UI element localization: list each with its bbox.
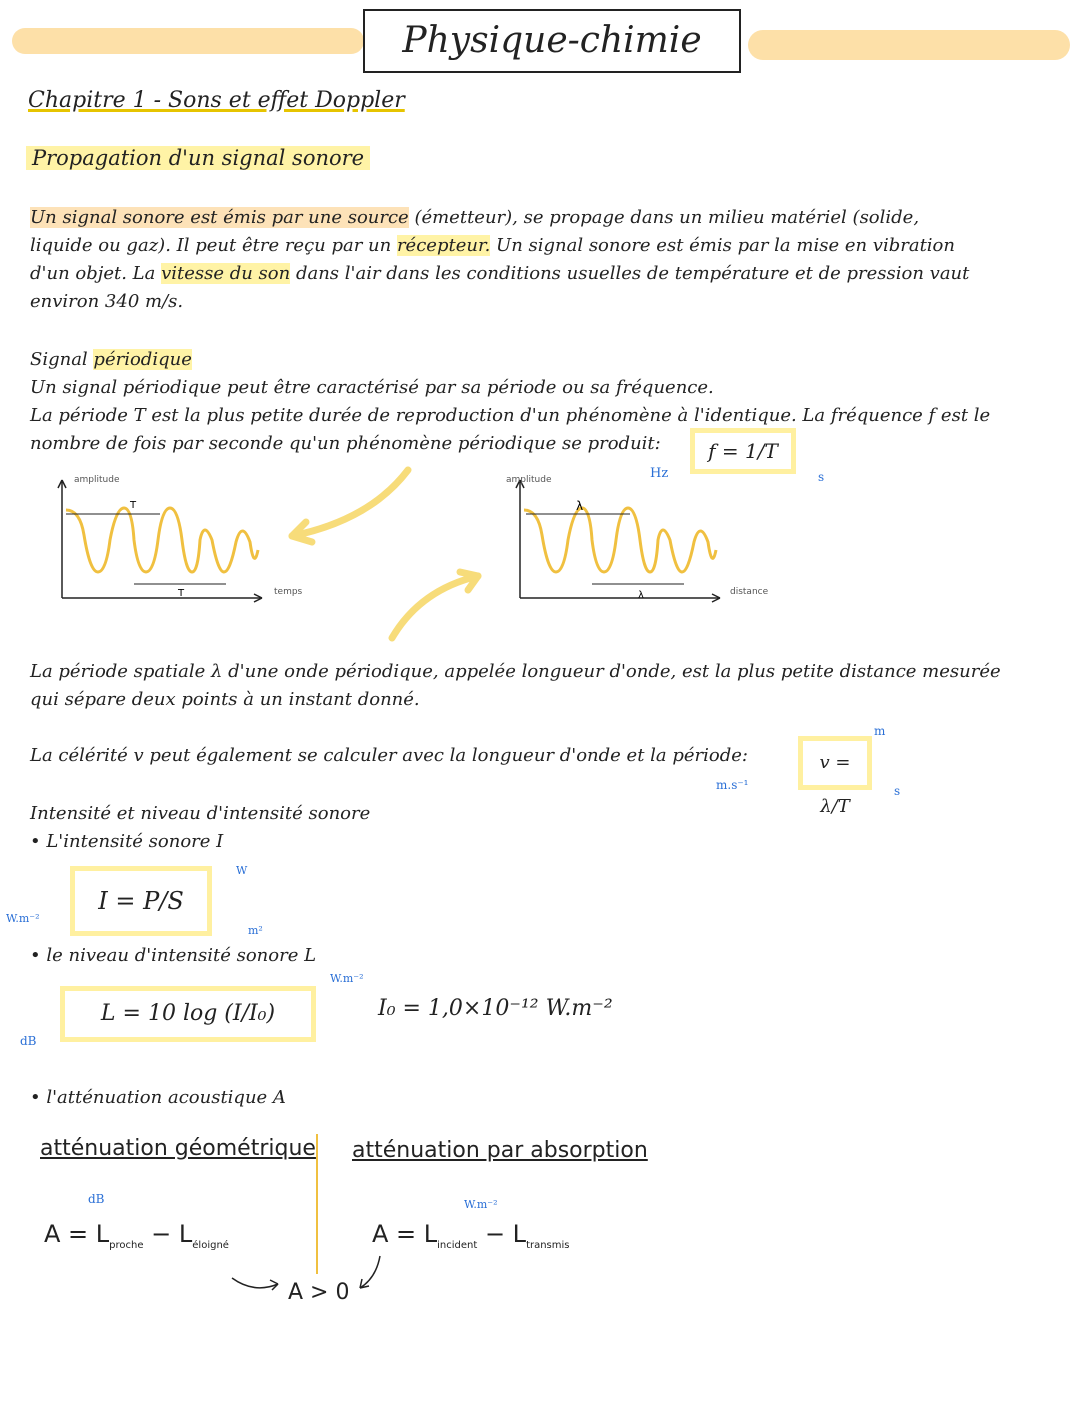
svg-text:distance: distance [730, 587, 769, 597]
formula-absorption: $A = L_{incident} - L_{transmis}$ [372, 1220, 570, 1251]
unit-ms: m.s⁻¹ [716, 778, 749, 792]
formula-geometric: $A = L_{proche} - L_{éloigné}$ [44, 1220, 229, 1251]
waveform-graphs [0, 460, 1080, 660]
unit-w: W [236, 864, 248, 877]
svg-text:T: T [130, 500, 137, 511]
unit-s-celerity: s [894, 784, 901, 798]
unit-hz: Hz [650, 466, 669, 481]
chapter-title: Chapitre 1 - Sons et effet Doppler [28, 88, 405, 113]
bullet-attenuation: • l'atténuation acoustique A [30, 1087, 286, 1108]
formula-frequency-box: f = 1/T [690, 428, 796, 474]
svg-text:λ: λ [576, 499, 584, 513]
unit-db: dB [20, 1034, 37, 1048]
header-bar-right [748, 30, 1070, 60]
bullet-niveau: • le niveau d'intensité sonore L [30, 945, 317, 966]
unit-wm2-attenuation: W.m⁻² [464, 1198, 498, 1211]
arrow-conclusion-right-icon [360, 1256, 380, 1288]
arrow-to-distance-graph-icon [392, 576, 478, 638]
svg-text:amplitude: amplitude [506, 475, 552, 485]
unit-wm2: W.m⁻² [6, 912, 40, 925]
svg-text:T: T [178, 588, 185, 599]
attenuation-geometric-title: atténuation géométrique [40, 1136, 316, 1161]
spatiale-paragraph: La période spatiale λ d'une onde périodique, appelée longueur d'onde, est la plus petite distance mesurée qui sépare deux points à un instant donné. [30, 661, 1001, 710]
page-title-box [363, 9, 741, 73]
attenuation-conclusion: A > 0 [288, 1280, 350, 1305]
unit-wm2-level: W.m⁻² [330, 972, 364, 985]
highlight-recepteur: récepteur. [396, 235, 491, 256]
svg-text:λ: λ [638, 590, 644, 601]
unit-m2: m² [248, 924, 263, 937]
unit-m: m [874, 724, 886, 738]
svg-text:temps: temps [274, 587, 303, 597]
time-graph [58, 475, 303, 602]
svg-text:amplitude: amplitude [74, 475, 120, 485]
bullet-intensite: • L'intensité sonore I [30, 831, 224, 852]
celerite-line: La célérité v peut également se calculer avec la longueur d'onde et la période: [30, 745, 748, 766]
reference-intensity: I₀ = 1,0×10⁻¹² W.m⁻² [378, 996, 613, 1021]
arrow-conclusion-left-icon [232, 1278, 278, 1288]
header-bar-left [12, 28, 364, 54]
formula-level-box: L = 10 log (I/I₀) [60, 986, 316, 1042]
attenuation-absorption-title: atténuation par absorption [352, 1138, 648, 1163]
attenuation-divider [316, 1134, 318, 1274]
unit-db-attenuation: dB [88, 1192, 105, 1206]
formula-celerity-box: v = λ/T [798, 736, 872, 790]
formula-intensity-box: I = P/S [70, 866, 212, 936]
periodique-heading: Signal périodique [30, 349, 192, 370]
distance-waveform [524, 508, 716, 572]
propagation-paragraph: Un signal sonore est émis par une source (émetteur), se propage dans un milieu matériel (solide, liquide ou gaz). Il peut être reçu par un récepteur. Un signal sonore est émis par la mise en vibration d'un objet. La vitesse du son dans l'air dans les conditions usuelles de température et de pression vaut environ 340 m/s. [30, 207, 970, 312]
intensite-heading: Intensité et niveau d'intensité sonore [30, 803, 371, 824]
unit-s-frequency: s [818, 470, 825, 484]
arrow-to-time-graph-icon [292, 470, 408, 536]
distance-graph [506, 475, 769, 602]
time-waveform [66, 508, 258, 572]
highlight-vitesse: vitesse du son [161, 263, 291, 284]
section-heading-propagation: Propagation d'un signal sonore [26, 146, 370, 170]
highlight-source: Un signal sonore est émis par une source [30, 207, 409, 228]
page-title: Physique-chimie [402, 20, 702, 61]
periodique-section: Signal périodique Un signal périodique peut être caractérisé par sa période ou sa fréquence. La période T est la plus petite durée de reproduction d'un phénomène à l'identique. La fréquence f est le nombre de fois par seconde qu'un phénomène périodique se produit: [30, 346, 1060, 458]
